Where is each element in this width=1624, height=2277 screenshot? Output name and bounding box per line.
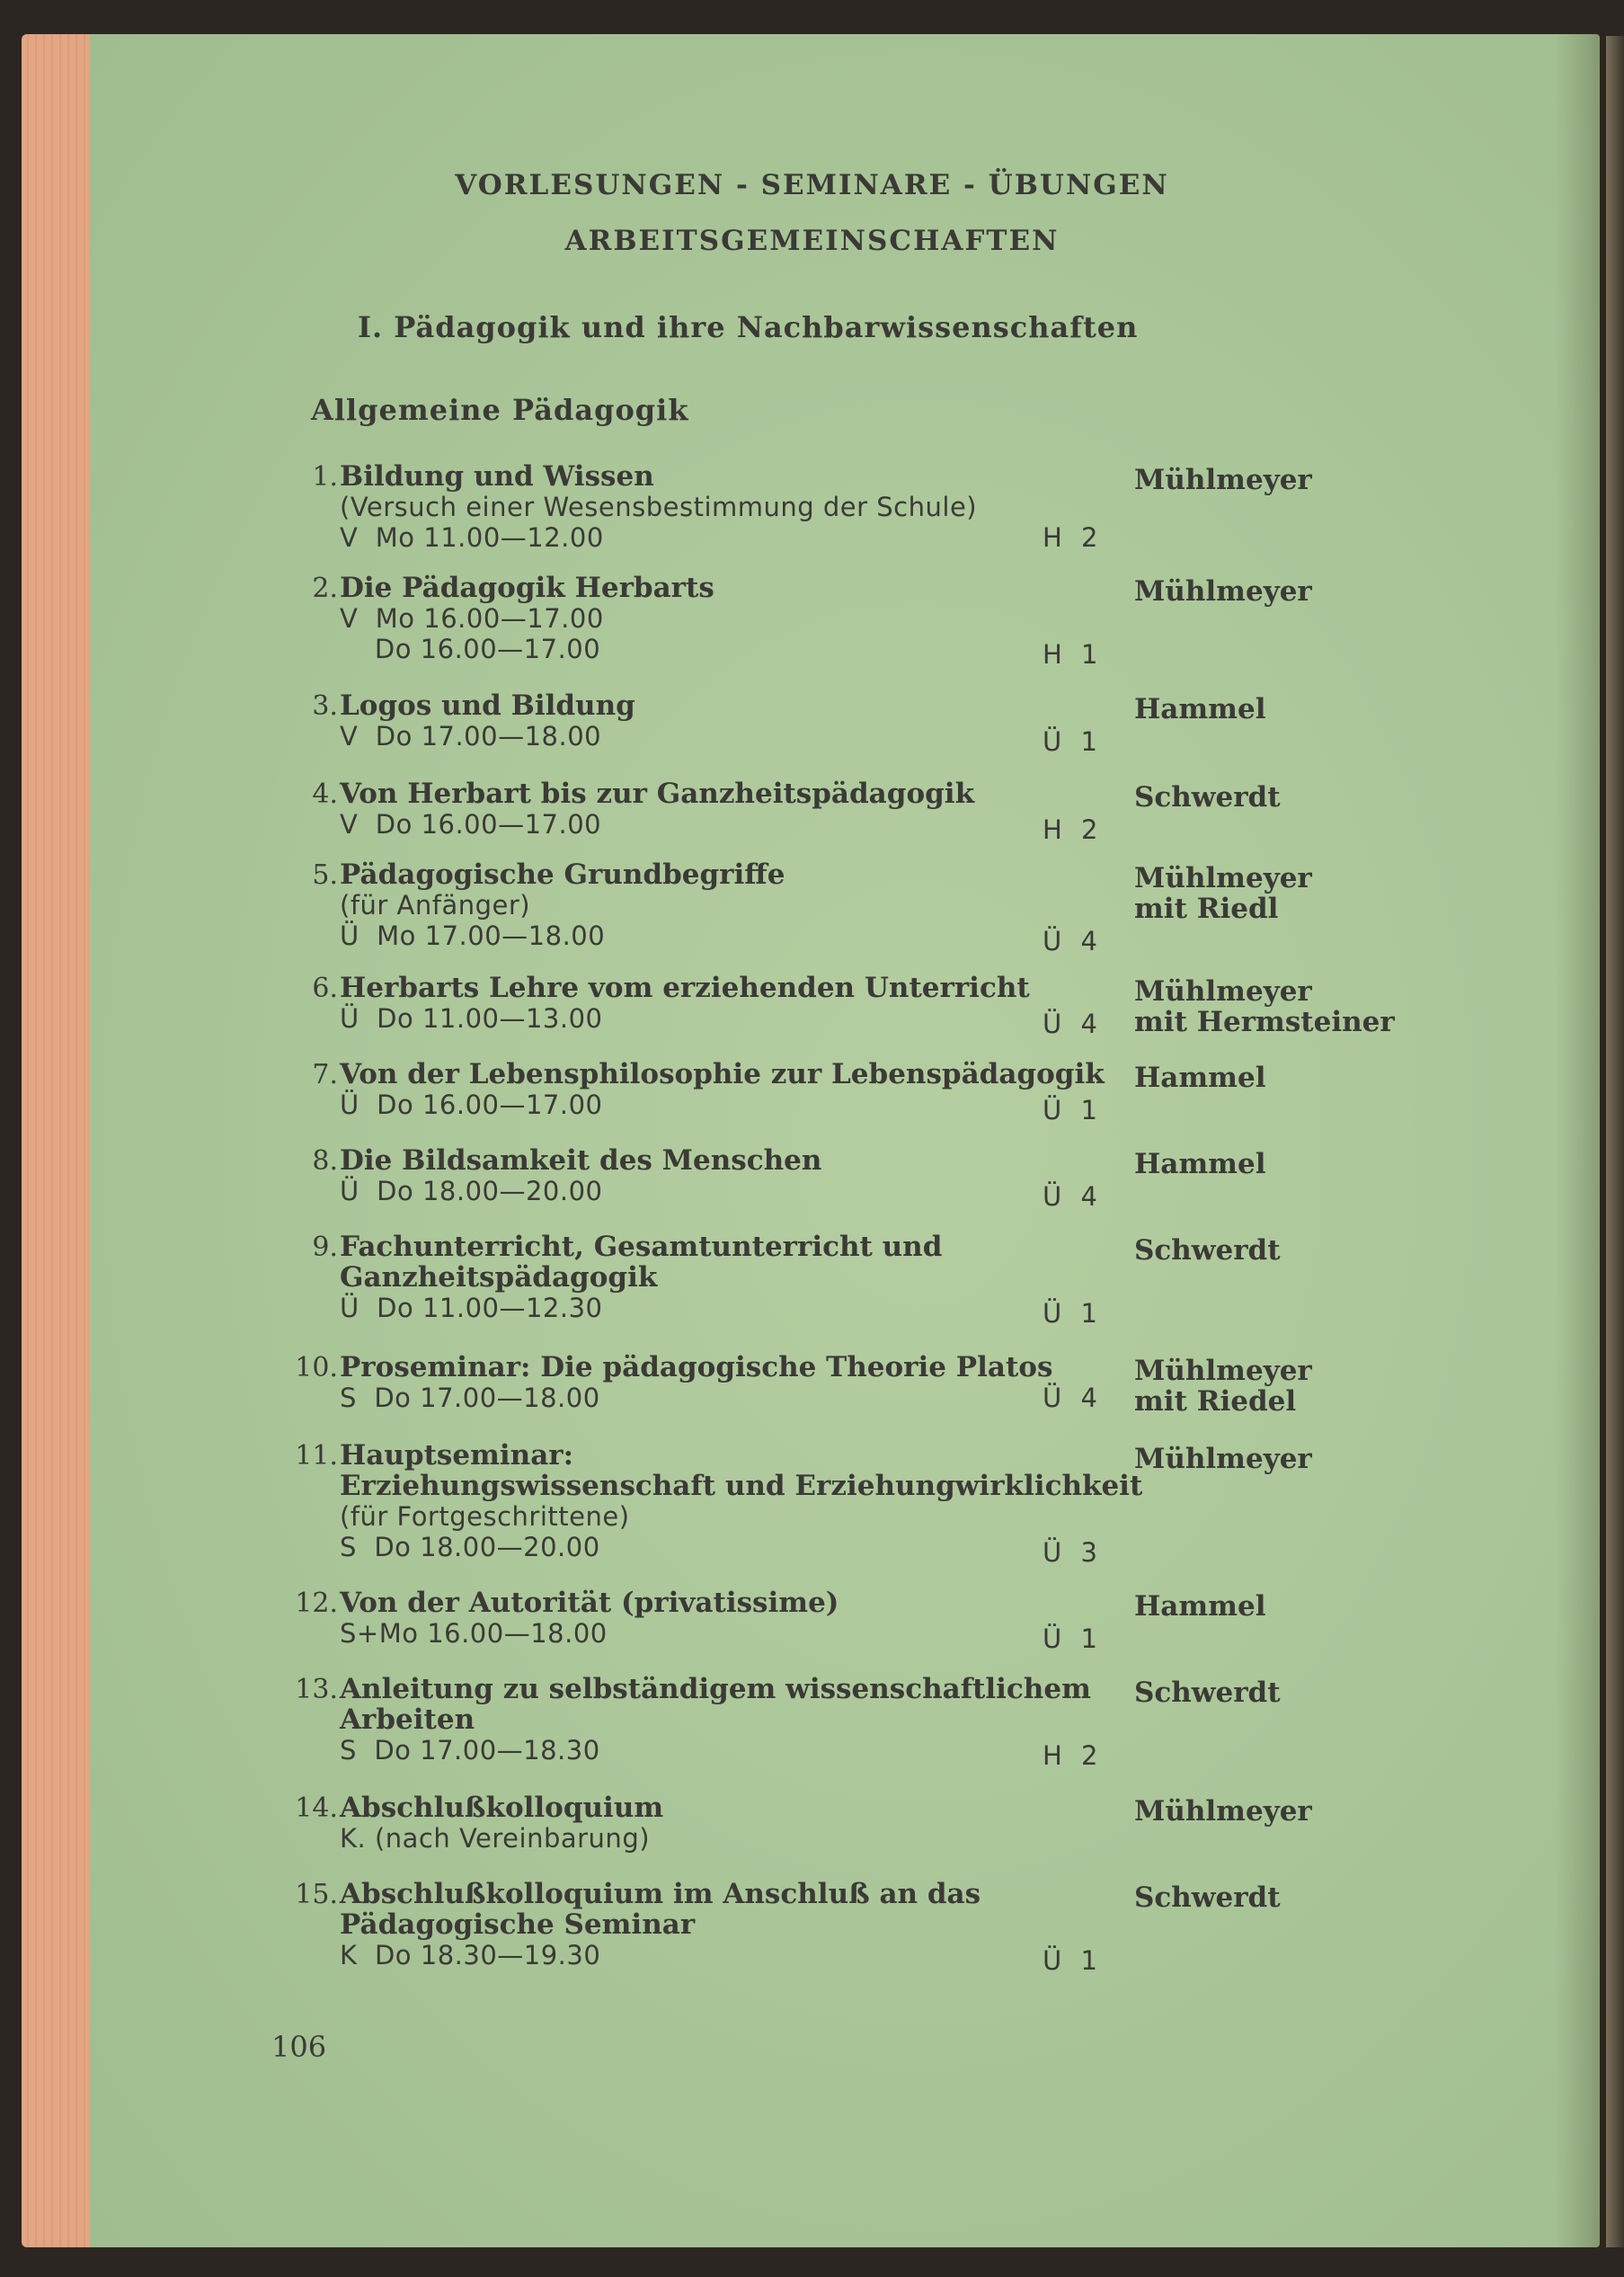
lecturer-name: Hammel (1134, 1590, 1266, 1623)
course-line: V Do 16.00—17.00 (340, 809, 602, 840)
course-number: 3. (312, 690, 338, 722)
course-line: Von der Autorität (privatissime) (340, 1587, 839, 1619)
course-line: Do 16.00—17.00 (340, 634, 601, 664)
page (90, 34, 1600, 2247)
lecturer-name: Mühlmeyer (1134, 464, 1312, 496)
room-label: Ü 4 (1043, 926, 1103, 956)
course-line: Ü Do 11.00—13.00 (340, 1003, 603, 1034)
room-label: Ü 1 (1043, 1095, 1103, 1125)
lecturer-name: mit Riedel (1134, 1385, 1297, 1418)
room-label: Ü 4 (1043, 1383, 1103, 1413)
course-line: Proseminar: Die pädagogische Theorie Platos (340, 1351, 1053, 1383)
course-line: Fachunterricht, Gesamtunterricht und (340, 1231, 943, 1263)
course-line: Von der Lebensphilosophie zur Lebenspädagogik (340, 1058, 1105, 1090)
course-line: V Do 17.00—18.00 (340, 721, 602, 752)
lecturer-name: Schwerdt (1134, 1234, 1281, 1267)
course-line: S Do 17.00—18.00 (340, 1383, 600, 1413)
page-edge (22, 34, 99, 2247)
course-line: Herbarts Lehre vom erziehenden Unterricht (340, 972, 1030, 1004)
lecturer-name: Mühlmeyer (1134, 575, 1312, 608)
course-line: Ü Do 18.00—20.00 (340, 1176, 603, 1206)
lecturer-name: Hammel (1134, 1062, 1266, 1094)
room-label: Ü 4 (1043, 1009, 1103, 1039)
course-number: 13. (295, 1674, 338, 1705)
room-label: Ü 1 (1043, 1298, 1103, 1329)
page-number: 106 (271, 2030, 327, 2064)
course-number: 7. (312, 1059, 338, 1090)
course-line: Von Herbart bis zur Ganzheitspädagogik (340, 778, 975, 810)
lecturer-name: Schwerdt (1134, 1881, 1281, 1914)
course-line: (für Fortgeschrittene) (340, 1501, 630, 1532)
course-line: Pädagogische Seminar (340, 1908, 696, 1941)
course-line: Ganzheitspädagogik (340, 1261, 658, 1294)
course-number: 10. (295, 1352, 338, 1383)
room-label: Ü 4 (1043, 1181, 1103, 1212)
course-line: K. (nach Vereinbarung) (340, 1823, 651, 1854)
book-spine (1606, 36, 1624, 2247)
course-line: Abschlußkolloquium im Anschluß an das (340, 1878, 981, 1910)
room-label: H 2 (1043, 814, 1104, 845)
course-line: Arbeiten (340, 1703, 475, 1736)
course-line: Hauptseminar: (340, 1439, 574, 1472)
lecturer-name: Mühlmeyer (1134, 975, 1312, 1008)
lecturer-name: Schwerdt (1134, 781, 1281, 814)
course-line: Ü Mo 17.00—18.00 (340, 921, 606, 951)
course-line: Pädagogische Grundbegriffe (340, 858, 785, 891)
course-line: S+Mo 16.00—18.00 (340, 1618, 608, 1649)
course-line: (Versuch einer Wesensbestimmung der Schule) (340, 492, 978, 522)
course-line: V Mo 11.00—12.00 (340, 522, 604, 553)
room-label: H 2 (1043, 1740, 1104, 1771)
room-label: Ü 1 (1043, 1623, 1103, 1654)
lecturer-name: Mühlmeyer (1134, 1355, 1312, 1387)
lecturer-name: Hammel (1134, 1148, 1266, 1180)
lecturer-name: Mühlmeyer (1134, 1795, 1312, 1828)
course-number: 8. (312, 1145, 338, 1177)
course-number: 2. (312, 573, 338, 604)
room-label: H 1 (1043, 639, 1104, 670)
lecturer-name: mit Riedl (1134, 893, 1279, 925)
course-number: 9. (312, 1232, 338, 1263)
course-line: S Do 17.00—18.30 (340, 1735, 600, 1766)
course-number: 12. (295, 1588, 338, 1619)
course-number: 6. (312, 973, 338, 1004)
course-number: 11. (295, 1440, 338, 1472)
lecturer-name: Hammel (1134, 693, 1266, 725)
page-title-line1: VORLESUNGEN - SEMINARE - ÜBUNGEN (455, 169, 1169, 201)
course-line: Ü Do 11.00—12.30 (340, 1293, 603, 1323)
course-line: Die Bildsamkeit des Menschen (340, 1144, 822, 1177)
course-line: Anleitung zu selbständigem wissenschaftlichem (340, 1673, 1091, 1705)
course-line: Logos und Bildung (340, 689, 635, 722)
course-line: Bildung und Wissen (340, 460, 654, 493)
course-number: 4. (312, 778, 338, 810)
course-number: 15. (295, 1879, 338, 1910)
course-line: S Do 18.00—20.00 (340, 1532, 600, 1562)
course-line: Ü Do 16.00—17.00 (340, 1090, 603, 1120)
lecturer-name: Schwerdt (1134, 1677, 1281, 1709)
room-label: Ü 1 (1043, 1945, 1103, 1976)
page-title-line2: ARBEITSGEMEINSCHAFTEN (564, 225, 1060, 257)
course-line: Abschlußkolloquium (340, 1792, 664, 1824)
course-number: 1. (312, 461, 338, 493)
course-number: 5. (312, 859, 338, 891)
course-line: V Mo 16.00—17.00 (340, 603, 604, 634)
lecturer-name: Mühlmeyer (1134, 862, 1312, 894)
course-line: Die Pädagogik Herbarts (340, 572, 714, 604)
course-line: K Do 18.30—19.30 (340, 1940, 601, 1970)
subsection-heading: Allgemeine Pädagogik (311, 393, 689, 427)
course-number: 14. (295, 1792, 338, 1824)
room-label: H 2 (1043, 522, 1104, 553)
room-label: Ü 1 (1043, 726, 1103, 757)
lecturer-name: mit Hermsteiner (1134, 1006, 1395, 1038)
course-line: (für Anfänger) (340, 890, 531, 921)
lecturer-name: Mühlmeyer (1134, 1443, 1312, 1475)
course-line: Erziehungswissenschaft und Erziehungwirklichkeit (340, 1470, 1143, 1502)
section-heading: I. Pädagogik und ihre Nachbarwissenschaften (358, 310, 1139, 344)
room-label: Ü 3 (1043, 1537, 1103, 1568)
